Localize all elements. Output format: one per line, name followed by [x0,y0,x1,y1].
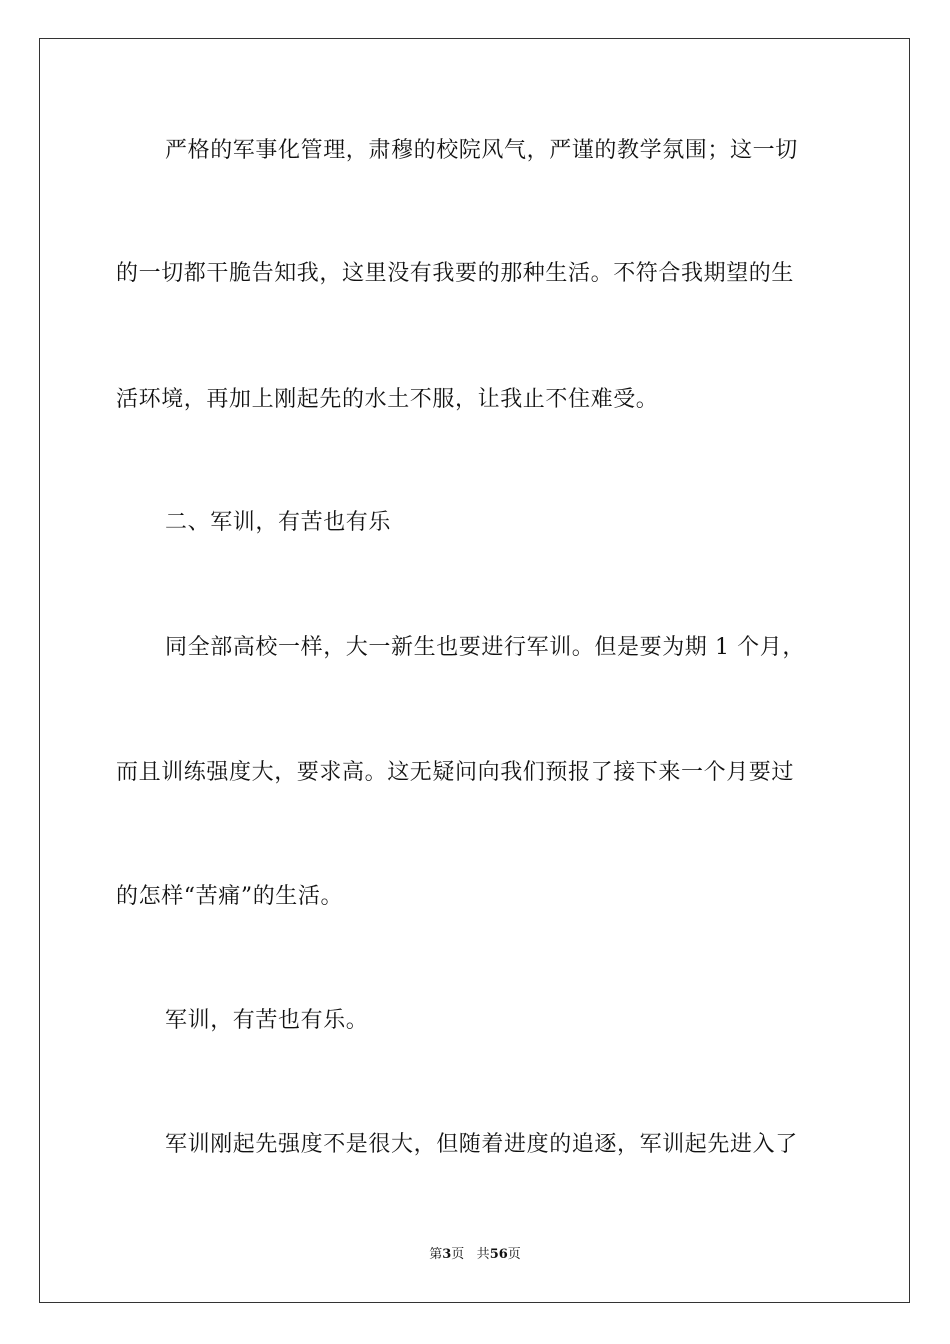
footer-page-number: 3 [442,1247,452,1262]
text-line-3: 活环境，再加上刚起先的水土不服，让我止不住难受。 [116,387,659,412]
text-line-2: 的一切都干脆告知我，这里没有我要的那种生活。不符合我期望的生 [116,261,795,286]
footer-page-prefix: 第 [429,1247,443,1262]
text-line-9: 军训刚起先强度不是很大，但随着进度的追逐，军训起先进入了 [165,1132,798,1157]
page-footer [0,1246,950,1264]
text-line-7: 的怎样“苦痛”的生活。 [116,884,344,909]
page-border [39,38,910,1303]
text-line-1: 严格的军事化管理，肃穆的校院风气，严谨的教学氛围；这一切 [165,138,798,163]
footer-page-suffix: 页 [451,1247,465,1262]
footer-total-suffix: 页 [507,1247,521,1262]
footer-total-prefix: 共 [476,1247,490,1262]
text-line-5: 同全部高校一样，大一新生也要进行军训。但是要为期 1 个月， [165,635,805,660]
footer-total-pages: 56 [489,1247,508,1262]
text-line-8: 军训，有苦也有乐。 [165,1008,369,1033]
text-line-6: 而且训练强度大，要求高。这无疑问向我们预报了接下来一个月要过 [116,760,795,785]
section-heading: 二、军训，有苦也有乐 [165,510,392,535]
